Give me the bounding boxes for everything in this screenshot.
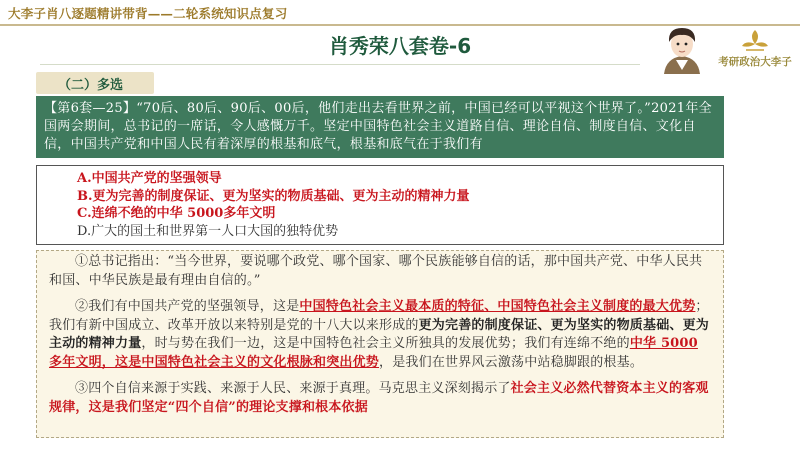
question-stem: “70后、80后、90后、00后，他们走出去看世界之前，中国已经可以平视这个世界了。”2021年全国两会期间，总书记的一席话，令人感慨万千。坚定中国特色社会主义道路自信、理论自信、制度自信、文化自信，中国共产党和中国人民有着深厚的根基和底气，根基和底气在于我们有	[44, 101, 712, 152]
analysis-box	[36, 250, 724, 438]
top-bar	[0, 0, 800, 26]
analysis-paragraph-2	[49, 298, 711, 372]
analysis-p2-text-e: ，时与势在我们一边，这是中国特色社会主义所独具的发展优势；我们有连绵不绝的	[141, 336, 630, 351]
title-divider	[40, 64, 640, 65]
analysis-p2-text-g: ，是我们在世界风云激荡中站稳脚跟的根基。	[379, 354, 644, 370]
section-label	[36, 72, 154, 94]
analysis-p1-text: ①总书记指出：“当今世界，要说哪个政党、哪个国家、哪个民族能够自信的话，那中国共产党、中华人民共和国、中华民族是最有理由自信的。”	[49, 254, 703, 288]
brand-logo	[716, 26, 794, 74]
analysis-p2-highlight-f: 中华 5000多年文明，这是中国特色社会主义的文化根脉和突出优势	[49, 336, 698, 370]
analysis-paragraph-3	[49, 380, 711, 417]
brand-text: 考研政治大李子	[718, 56, 792, 68]
question-stem-box	[36, 96, 724, 158]
section-label-text: （二）多选	[58, 78, 124, 93]
analysis-p3-highlight-b: 社会主义必然代替资本主义的客观规律，这是我们坚定“四个自信”的理论支撑和根本依据	[49, 381, 709, 415]
options-box	[36, 165, 724, 245]
option-d: D.广大的国土和世界第一人口大国的独特优势	[77, 223, 339, 239]
course-title: 大李子肖八逐题精讲带背——二轮系统知识点复习	[8, 6, 288, 21]
option-b: B.更为完善的制度保证、更为坚实的物质基础、更为主动的精神力量	[77, 188, 470, 204]
analysis-p3-text-a: ③四个自信来源于实践、来源于人民、来源于真理。马克思主义深刻揭示了	[75, 381, 511, 396]
analysis-paragraph-1	[49, 253, 711, 290]
analysis-p2-text-c: ；我们有新中国成立、改革开放以来特别是党的十八大以来形成的	[49, 299, 709, 333]
page-title: 肖秀荣八套卷-6	[328, 34, 472, 58]
option-c: C.连绵不绝的中华 5000多年文明	[77, 206, 276, 221]
question-tag: 【第6套—25】	[44, 101, 137, 116]
analysis-p2-emphasis-d: 更为完善的制度保证、更为坚实的物质基础、更为主动的精神力量	[49, 317, 710, 351]
analysis-p2-highlight-b: 中国特色社会主义最本质的特征、中国特色社会主义制度的最大优势	[299, 299, 696, 314]
analysis-p2-text-a: ②我们有中国共产党的坚强领导，这是	[75, 299, 300, 314]
leaf-logo-icon	[716, 26, 794, 56]
option-a: A.中国共产党的坚强领导	[77, 171, 222, 186]
avatar	[650, 24, 714, 74]
